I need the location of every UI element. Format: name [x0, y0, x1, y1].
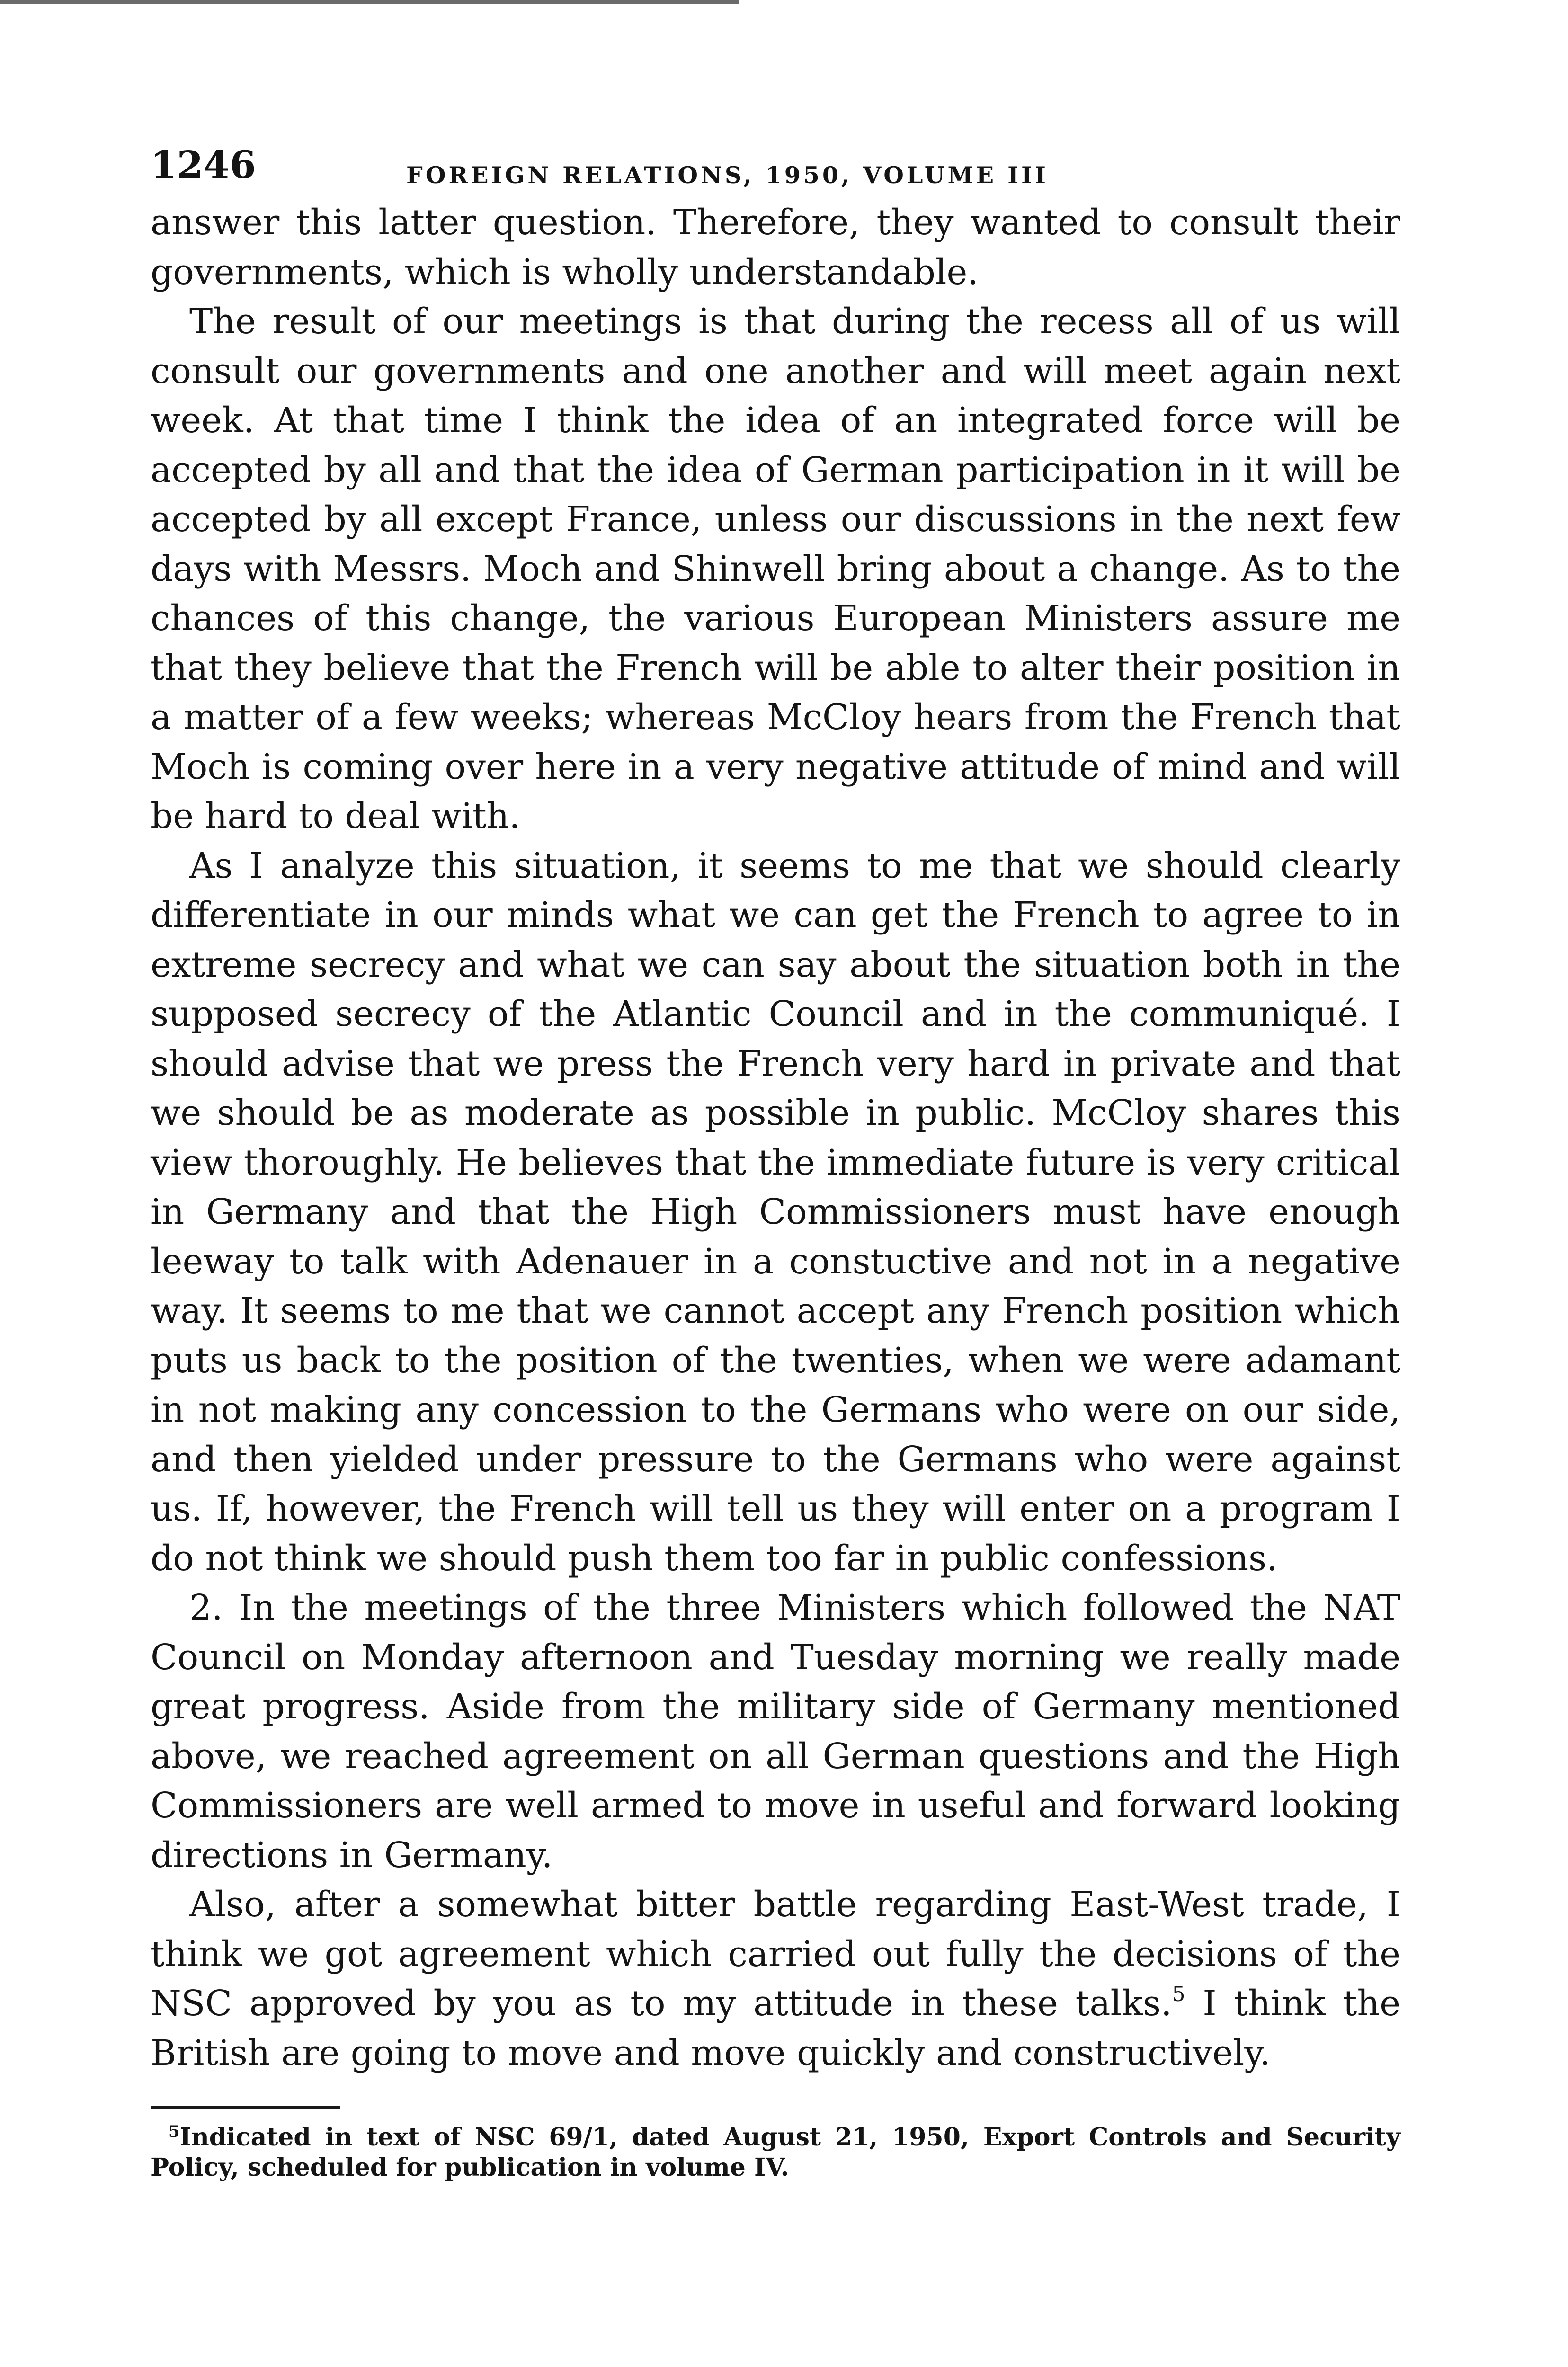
footnote-marker: 5 [169, 2122, 180, 2141]
running-head [151, 142, 1400, 194]
paragraph-meetings-result: The result of our meetings is that during the recess all of us will consult our governments and one another and will meet again next week. At that time I think the idea of an integrated force will be accepted by all and that the idea of German participation in it will be accepted by all except France, unless our discussions in the next few days with Messrs. Moch and Shinwell bring about a change. As to the chances of this change, the various European Ministers assure me that they believe that the French will be able to alter their position in a matter of a few weeks; whereas McCloy hears from the French that Moch is coming over here in a very negative attitude of mind and will be hard to deal with. [151, 301, 1400, 836]
paragraph-continued: answer this latter question. Therefore, they wanted to consult their governments, which is wholly understandable. [151, 202, 1400, 293]
page-number: 1246 [151, 142, 256, 187]
footnote-rule [151, 2106, 340, 2109]
paragraph-east-west-trade [151, 1880, 1400, 2078]
document-page [151, 142, 1400, 2207]
paragraph-three-ministers: 2. In the meetings of the three Ministers which followed the NAT Council on Monday afternoon and Tuesday morning we really made great progress. Aside from the military side of Germany mentioned above, we reached agreement on all German questions and the High Commissioners are well armed to move in useful and forward looking directions in Germany. [151, 1587, 1400, 1876]
body-text [151, 198, 1400, 2078]
paragraph-analysis: As I analyze this situation, it seems to me that we should clearly differentiate in our minds what we can get the French to agree to in extreme secrecy and what we can say about the situation both in the supposed secrecy of the Atlantic Council and in the communiqué. I should advise that we press the French very hard in private and that we should be as moderate as possible in public. McCloy shares this view thoroughly. He believes that the immediate future is very critical in Germany and that the High Commissioners must have enough leeway to talk with Adenauer in a constuctive and not in a negative way. It seems to me that we cannot accept any French position which puts us back to the position of the twenties, when we were adamant in not making any concession to the Germans who were on our side, and then yielded under pressure to the Germans who were against us. If, however, the French will tell us they will enter on a program I do not think we should push them too far in public confessions. [151, 845, 1400, 1579]
footnote-text: Indicated in text of NSC 69/1, dated August 21, 1950, Export Controls and Security Policy, scheduled for publication in volume IV. [151, 2123, 1400, 2182]
running-title: FOREIGN RELATIONS, 1950, VOLUME III [406, 161, 1049, 189]
footnote [151, 2122, 1400, 2183]
trade-text-before-note: Also, after a somewhat bitter battle regarding East-West trade, I think we got agreement which carried out fully the decisions of the NSC approved by you as to my attitude in these talks. [151, 1884, 1400, 2024]
trade-text-after-note: I think the British are going to move and move quickly and constructively. [151, 1983, 1400, 2073]
footnote-reference: 5 [1172, 1982, 1185, 2006]
scan-edge-line [0, 0, 739, 4]
